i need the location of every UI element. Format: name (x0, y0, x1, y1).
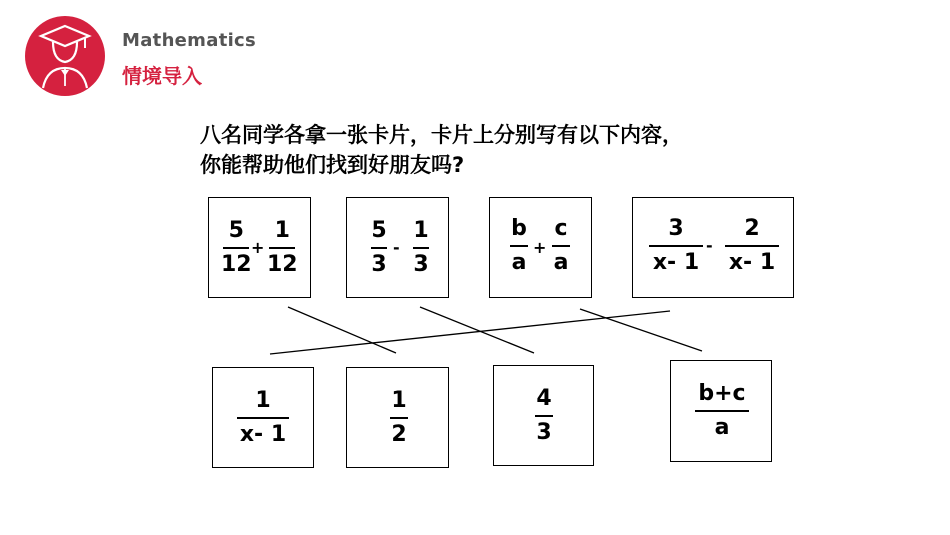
operator: + (533, 238, 547, 257)
fraction-card-bottom-3[interactable] (493, 365, 594, 466)
fraction-card-bottom-4[interactable] (670, 360, 772, 462)
fraction-card-top-1[interactable] (208, 197, 311, 298)
fraction-right: 2 x- 1 (725, 218, 779, 274)
fraction: 1 2 (391, 388, 407, 447)
fraction-left: 5 12 (221, 218, 252, 277)
fraction-card-top-3[interactable] (489, 197, 592, 298)
fraction-right: c a (553, 216, 569, 275)
fraction-right: 1 3 (413, 218, 429, 277)
fraction-card-top-4[interactable] (632, 197, 794, 298)
match-line-3 (580, 309, 702, 351)
operator: - (393, 238, 400, 257)
fraction-card-bottom-2[interactable] (346, 367, 449, 468)
fraction-left: 3 x- 1 (649, 218, 703, 274)
section-title: 情境导入 (122, 64, 202, 88)
question-line-1: 八名同学各拿一张卡片，卡片上分别写有以下内容， (200, 123, 683, 147)
question-line-2: 你能帮助他们找到好朋友吗? (200, 153, 465, 177)
fraction-left: 5 3 (371, 218, 387, 277)
fraction-card-top-2[interactable] (346, 197, 449, 298)
fraction-card-bottom-1[interactable] (212, 367, 314, 468)
operator: + (251, 238, 265, 257)
match-line-4 (270, 311, 670, 354)
fraction: 1 x- 1 (237, 390, 289, 446)
operator: - (706, 236, 713, 255)
fraction: b+c a (695, 383, 749, 439)
subject-title: Mathematics (122, 30, 257, 51)
fraction-right: 1 12 (267, 218, 298, 277)
fraction-left: b a (511, 216, 527, 275)
match-line-2 (420, 307, 534, 353)
fraction: 4 3 (536, 386, 552, 445)
